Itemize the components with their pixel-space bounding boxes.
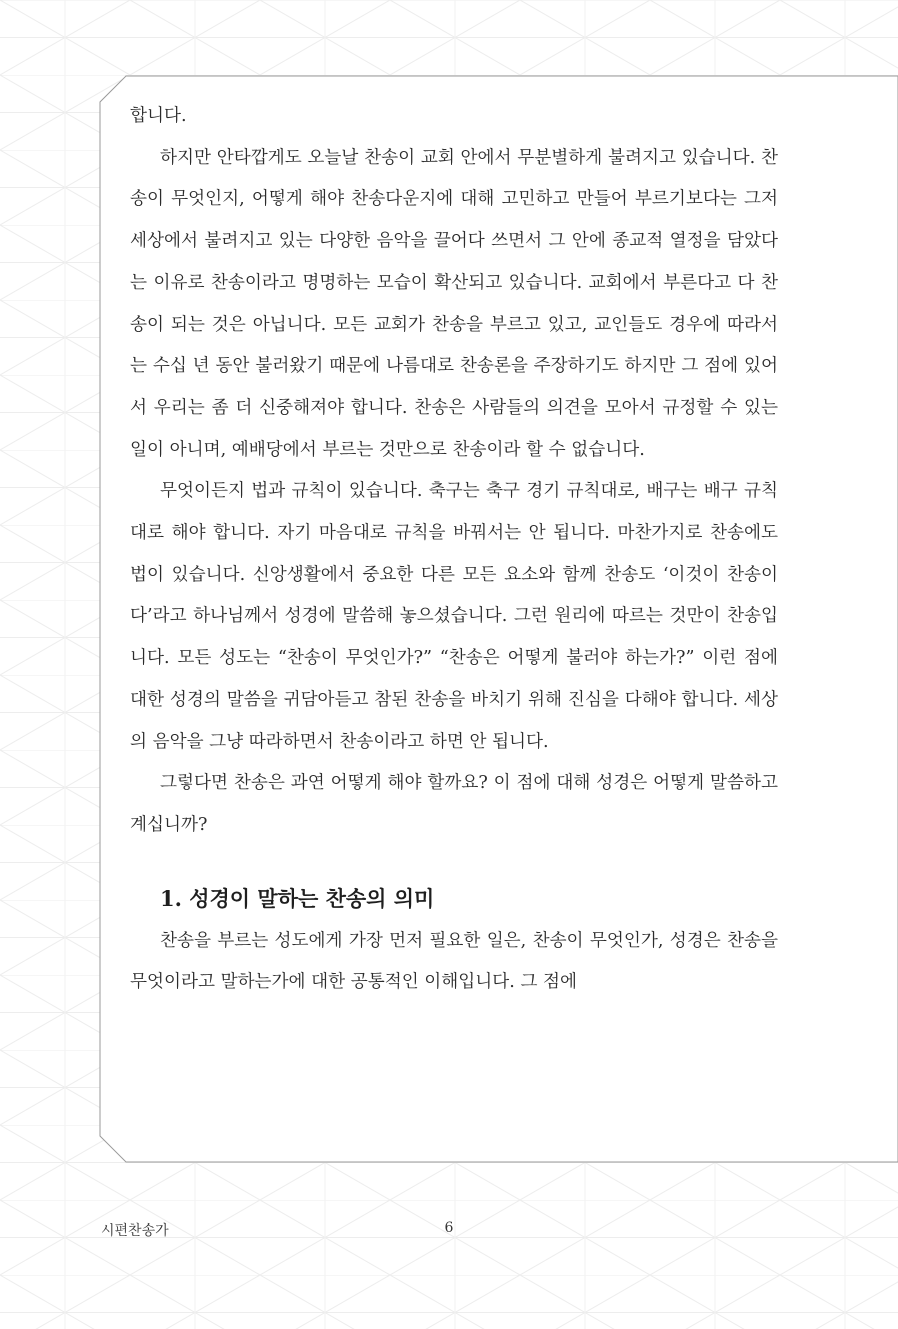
paragraph: 하지만 안타깝게도 오늘날 찬송이 교회 안에서 무분별하게 불려지고 있습니다. 찬송이 무엇인지, 어떻게 해야 찬송다운지에 대해 고민하고 만들어 부르기보다는 그저 세상에서 불려지고 있는 다양한 음악을 끌어다 쓰면서 그 안에 종교적 열정을 담았다는 이유로 찬송이라고 명명하는 모습이 확산되고 있습니다. 교회에서 부른다고 다 찬송이 되는 것은 아닙니다. 모든 교회가 찬송을 부르고 있고, 교인들도 경우에 따라서는 수십 년 동안 불러왔기 때문에 나름대로 찬송론을 주장하기도 하지만 그 점에 있어서 우리는 좀 더 신중해져야 합니다. 찬송은 사람들의 의견을 모아서 규정할 수 있는 일이 아니며, 예배당에서 부르는 것만으로 찬송이라 할 수 없습니다. xyxy=(130,147,778,460)
section-heading: 1. 성경이 말하는 찬송의 의미 xyxy=(160,885,435,911)
body-text xyxy=(130,96,778,1004)
running-footer-title: 시편찬송가 xyxy=(101,1223,169,1239)
paragraph: 무엇이든지 법과 규칙이 있습니다. 축구는 축구 경기 규칙대로, 배구는 배구 규칙대로 해야 합니다. 자기 마음대로 규칙을 바꿔서는 안 됩니다. 마찬가지로 찬송에도 법이 있습니다. 신앙생활에서 중요한 다른 모든 요소와 함께 찬송도 ‘이것이 찬송이다’라고 하나님께서 성경에 말씀해 놓으셨습니다. 그런 원리에 따르는 것만이 찬송입니다. 모든 성도는 “찬송이 무엇인가?” “찬송은 어떻게 불러야 하는가?” 이런 점에 대한 성경의 말씀을 귀담아듣고 참된 찬송을 바치기 위해 진심을 다해야 합니다. 세상의 음악을 그냥 따라하면서 찬송이라고 하면 안 됩니다. xyxy=(130,481,778,752)
paragraph: 그렇다면 찬송은 과연 어떻게 해야 할까요? 이 점에 대해 성경은 어떻게 말씀하고 계십니까? xyxy=(130,773,778,835)
page-number: 6 xyxy=(444,1220,454,1236)
paragraph-continuation: 합니다. xyxy=(130,106,187,126)
section-paragraph: 찬송을 부르는 성도에게 가장 먼저 필요한 일은, 찬송이 무엇인가, 성경은 찬송을 무엇이라고 말하는가에 대한 공통적인 이해입니다. 그 점에 xyxy=(130,930,778,993)
